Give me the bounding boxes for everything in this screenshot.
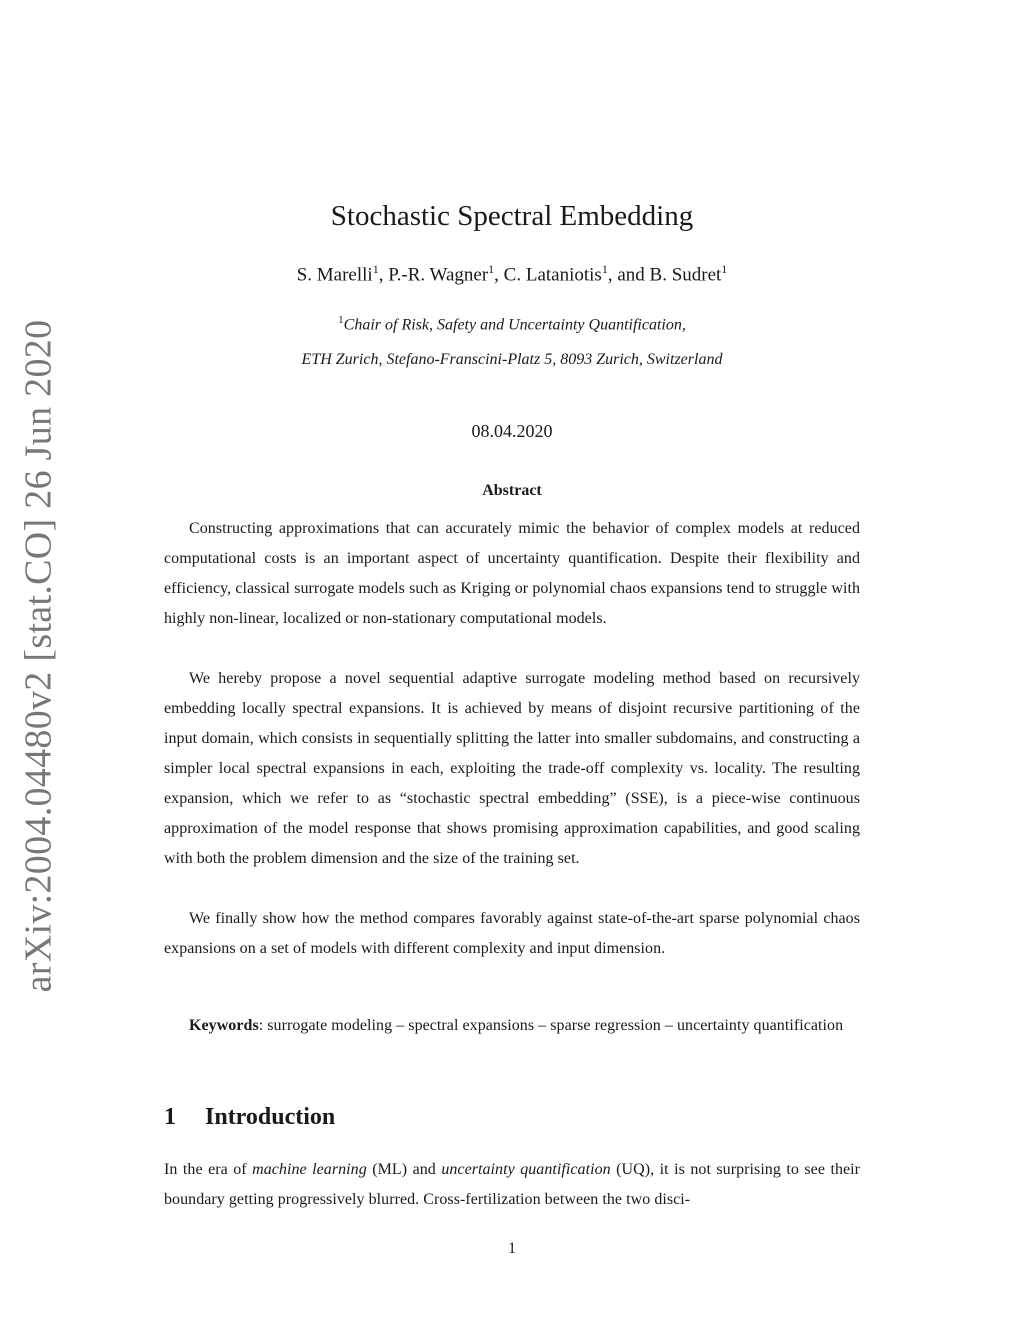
introduction-paragraph [164, 1155, 860, 1215]
author-name: S. Marelli [296, 264, 373, 286]
page-number: 1 [508, 1240, 516, 1257]
section-title: Introduction [205, 1104, 336, 1130]
author-name: B. Sudret [649, 264, 722, 286]
keywords-list: : surrogate modeling – spectral expansions – sparse regression – uncertainty quantification [258, 1017, 844, 1034]
author-name: P.-R. Wagner [388, 264, 489, 286]
intro-emphasis: machine learning [252, 1161, 367, 1178]
arxiv-identifier-stamp [12, 319, 64, 993]
affiliation-chair: Chair of Risk, Safety and Uncertainty Quantification, [343, 316, 686, 334]
intro-text: In the era of [164, 1161, 253, 1178]
author-separator: , [378, 264, 389, 286]
abstract-paragraph: Constructing approximations that can accurately mimic the behavior of complex models at reduced computational costs is an important aspect of uncertainty quantification. Despite their flexibility and efficiency, classical surrogate models such as Kriging or polynomial chaos expansions tend to struggle with highly non-linear, localized or non-stationary computational models. [164, 520, 860, 627]
keywords-label: Keywords [189, 1017, 259, 1034]
affiliation-line-1 [0, 314, 1024, 334]
keywords-paragraph [164, 1011, 860, 1041]
author-affiliation-mark: 1 [601, 262, 608, 276]
intro-emphasis: uncertainty quantification [441, 1161, 611, 1178]
intro-text: (ML) and [366, 1161, 442, 1178]
author-name: C. Lataniotis [503, 264, 602, 286]
abstract-heading: Abstract [482, 482, 542, 499]
abstract-paragraph: We finally show how the method compares favorably against state-of-the-art sparse polynomial chaos expansions on a set of models with different complexity and input dimension. [164, 910, 860, 957]
paper-title: Stochastic Spectral Embedding [330, 200, 694, 232]
abstract-paragraph: We hereby propose a novel sequential adaptive surrogate modeling method based on recursively embedding locally spectral expansions. It is achieved by means of disjoint recursive partitioning of the input domain, which consists in sequentially splitting the latter into smaller subdomains, and constructing a simpler local spectral expansions in each, exploiting the trade-off complexity vs. locality. The resulting expansion, which we refer to as “stochastic spectral embedding” (SSE), is a piece-wise continuous approximation of the model response that shows promising approximation capabilities, and good scaling with both the problem dimension and the size of the training set. [164, 670, 860, 867]
author-affiliation-mark: 1 [372, 262, 379, 276]
section-heading [164, 1104, 335, 1131]
author-affiliation-mark: 1 [488, 262, 495, 276]
author-affiliation-mark: 1 [721, 262, 728, 276]
section-number: 1 [164, 1104, 176, 1130]
intro-text: (UQ), it is not surprising to see their boundary getting progressively blurred. Cross-fertilization between the two disci- [164, 1161, 861, 1208]
affiliation-mark: 1 [338, 314, 344, 326]
author-separator: , [494, 264, 504, 286]
paper-date: 08.04.2020 [471, 421, 553, 441]
arxiv-identifier-text: arXiv:2004.04480v2 [stat.CO] 26 Jun 2020 [17, 319, 60, 993]
affiliation-line-2: ETH Zurich, Stefano-Franscini-Platz 5, 8093 Zurich, Switzerland [301, 351, 723, 368]
author-list [0, 262, 1024, 286]
author-separator: , and [607, 264, 650, 286]
